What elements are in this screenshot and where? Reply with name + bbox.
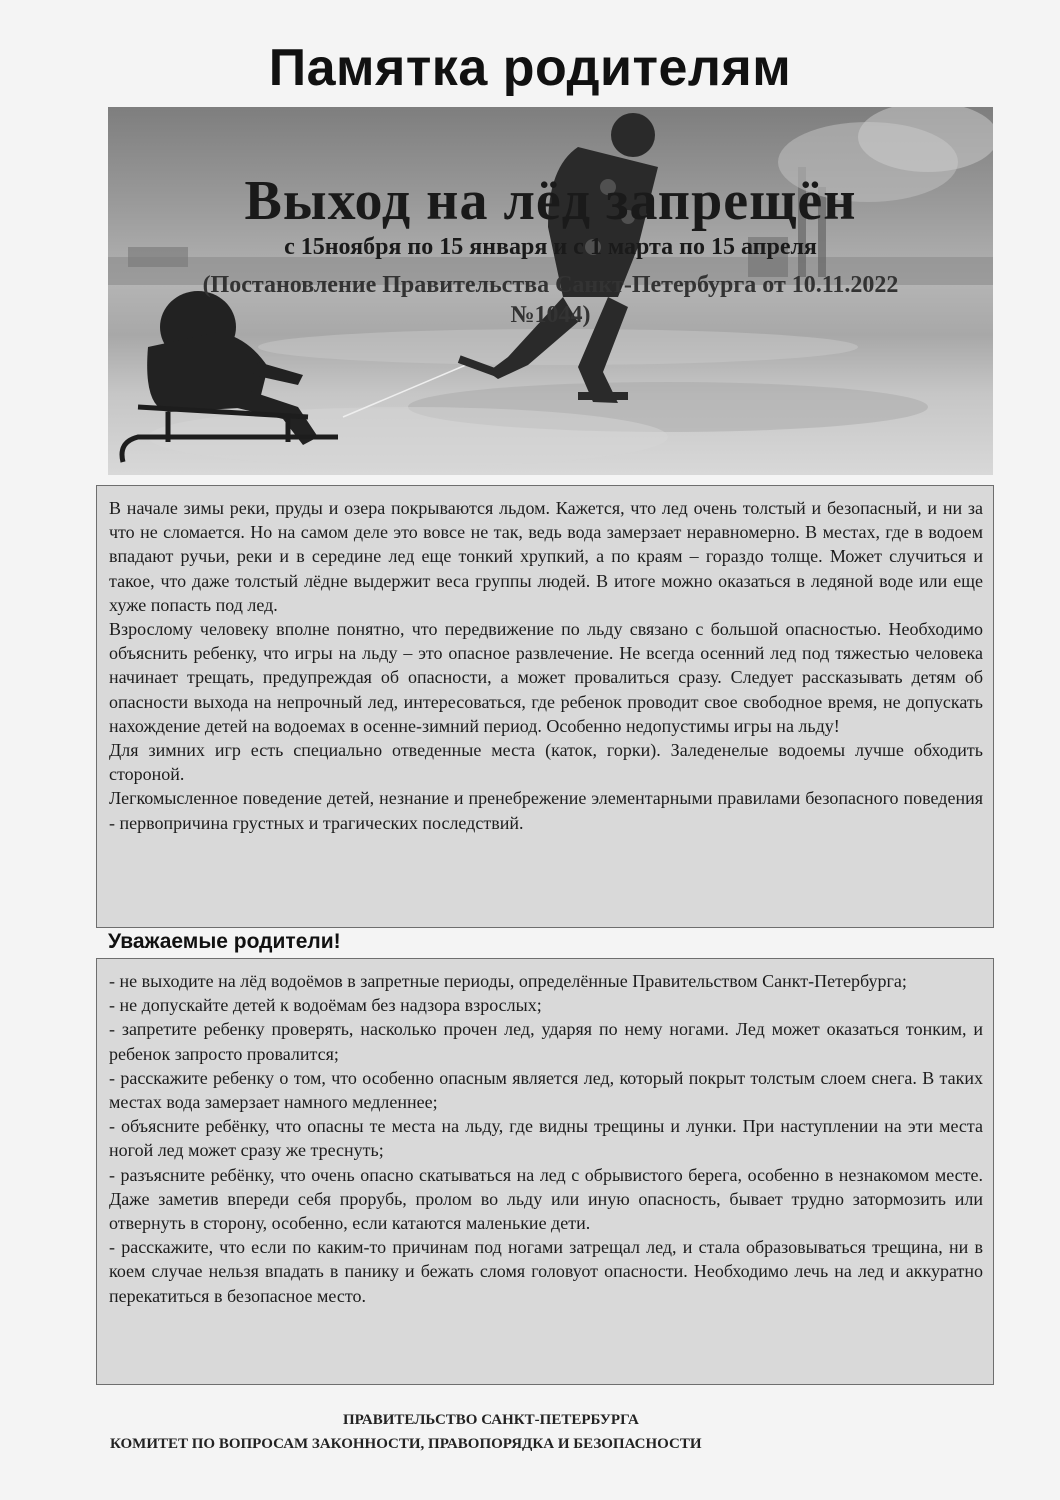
advice-item: - не выходите на лёд водоёмов в запретные периоды, определённые Правительством Санкт-Петербурга; (109, 971, 907, 991)
intro-paragraph: Для зимних игр есть специально отведенные места (каток, горки). Заледенелые водоемы лучше обходить стороной. (109, 740, 983, 785)
advice-item: - расскажите ребенку о том, что особенно опасным является лед, который покрыт толстым слоем снега. В таких местах вода замерзает намного медленнее; (109, 1067, 983, 1113)
page-title: Памятка родителям (268, 39, 792, 97)
advice-item: - разъясните ребёнку, что очень опасно скатываться на лед с обрывистого берега, особенно в незнакомом месте. Даже заметив впереди себя прорубь, пролом во льду или иную опасность, бывает трудно затормозить или отвернуть в сторону, особенно, если катаются маленькие дети. (109, 1164, 983, 1234)
intro-paragraph: Взрослому человеку вполне понятно, что передвижение по льду связано с большой опасностью. Необходимо объяснить ребенку, что игры на льду – это опасное развлечение. Не всегда осенний лед под тяжестью человека начинает трещать, предупреждая об опасности, а может провалиться сразу. Следует рассказывать детям об опасности выхода на непрочный лед, интересоваться, где ребенок проводит свое свободное время, не допускать нахождение детей на водоемах в осенне-зимний период. Особенно недопустимы игры на льду! (109, 619, 983, 736)
advice-heading: Уважаемые родители! (108, 930, 341, 953)
advice-item: - запретите ребенку проверять, насколько прочен лед, ударяя по нему ногами. Лед может оказаться тонким, и ребенок запросто провалится; (109, 1019, 983, 1064)
footer-committee: КОМИТЕТ ПО ВОПРОСАМ ЗАКОННОСТИ, ПРАВОПОРЯДКА И БЕЗОПАСНОСТИ (110, 1436, 702, 1452)
banner-photo (108, 107, 993, 475)
banner-heading: Выход на лёд запрещён (244, 170, 857, 232)
advice-list-box (96, 958, 994, 1385)
banner-dates: с 15ноября по 15 января и с 1 марта по 15 апреля (284, 234, 817, 260)
intro-paragraph: Легкомысленное поведение детей, незнание и пренебрежение элементарными правилами безопасного поведения - первопричина грустных и трагических последствий. (109, 788, 983, 833)
intro-paragraph: В начале зимы реки, пруды и озера покрываются льдом. Кажется, что лед очень толстый и безопасный, и ни за что не сломается. Но на самом деле это вовсе не так, ведь вода замерзает неравномерно. В местах, где в водоем впадают ручьи, реки и в середине лед еще тонкий хрупкий, а по краям – гораздо толще. Может случиться и такое, что даже толстый лёдне выдержит веса группы людей. В итоге можно оказаться в ледяной воде или еще хуже попасть под лед. (109, 498, 983, 615)
advice-item: - объясните ребёнку, что опасны те места на льду, где видны трещины и лунки. При наступлении на эти места ногой лед может сразу же треснуть; (109, 1116, 983, 1161)
intro-text-box (96, 485, 994, 928)
banner-decree: (Постановление Правительства Санкт-Петербурга от 10.11.2022 №1044) (202, 272, 899, 328)
advice-item: - не допускайте детей к водоёмам без надзора взрослых; (109, 995, 542, 1016)
advice-item: - расскажите, что если по каким-то причинам под ногами затрещал лед, и стала образовываться трещина, ни в коем случае нельзя впадать в панику и бежать сломя головуот опасности. Необходимо лечь на лед и аккуратно перекатиться в безопасное место. (109, 1237, 983, 1306)
footer-government: ПРАВИТЕЛЬСТВО САНКТ-ПЕТЕРБУРГА (343, 1412, 639, 1428)
